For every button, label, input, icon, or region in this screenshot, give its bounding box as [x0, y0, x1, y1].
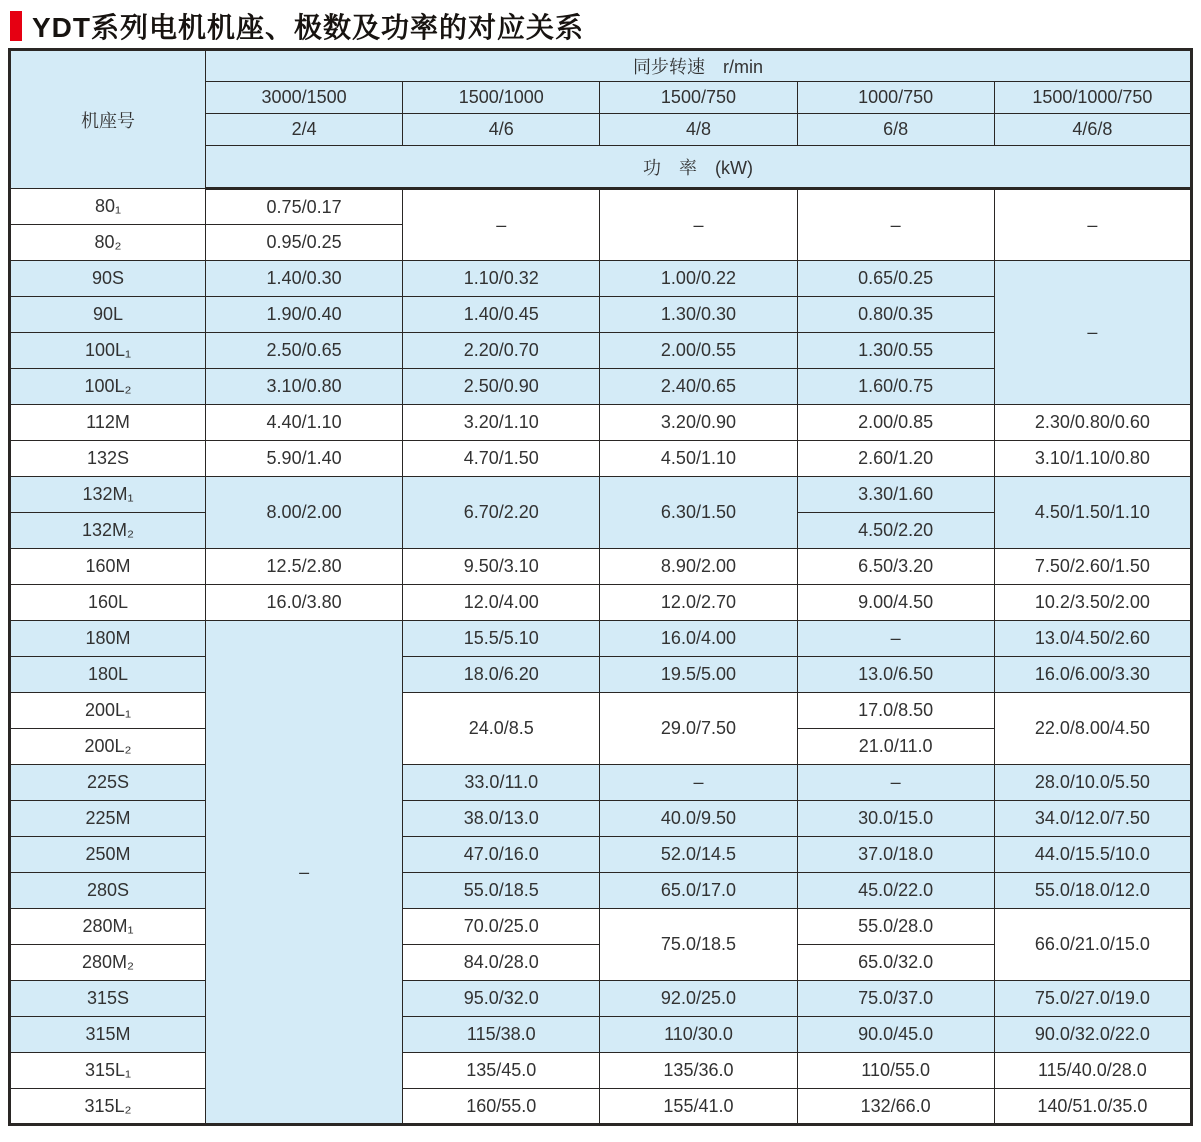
power-cell: 2.60/1.20: [797, 441, 994, 477]
power-cell: –: [600, 189, 797, 261]
power-cell: 38.0/13.0: [403, 801, 600, 837]
power-cell: 7.50/2.60/1.50: [994, 549, 1191, 585]
power-cell: 4.50/2.20: [797, 513, 994, 549]
table-row: [10, 1017, 1192, 1053]
power-cell: 0.75/0.17: [206, 189, 403, 225]
power-cell: 2.40/0.65: [600, 369, 797, 405]
power-cell: 47.0/16.0: [403, 837, 600, 873]
table-row: [10, 621, 1192, 657]
power-cell: 3.10/1.10/0.80: [994, 441, 1191, 477]
power-cell: 75.0/18.5: [600, 909, 797, 981]
table-row: [10, 1089, 1192, 1125]
power-cell: 10.2/3.50/2.00: [994, 585, 1191, 621]
frame-cell: 132M₂: [10, 513, 206, 549]
power-cell: 28.0/10.0/5.50: [994, 765, 1191, 801]
table-row: [10, 765, 1192, 801]
frame-cell: 315L₂: [10, 1089, 206, 1125]
power-cell: 135/45.0: [403, 1053, 600, 1089]
power-cell: 40.0/9.50: [600, 801, 797, 837]
frame-cell: 180L: [10, 657, 206, 693]
frame-cell: 90L: [10, 297, 206, 333]
power-cell: 24.0/8.5: [403, 693, 600, 765]
power-cell: 4.70/1.50: [403, 441, 600, 477]
speed-header-6-8: 1000/750: [797, 82, 994, 114]
power-cell: –: [797, 621, 994, 657]
power-cell: 13.0/6.50: [797, 657, 994, 693]
power-cell: 12.0/4.00: [403, 585, 600, 621]
pole-header-6-8: 6/8: [797, 114, 994, 146]
power-cell: 155/41.0: [600, 1089, 797, 1125]
table-row: [10, 837, 1192, 873]
power-cell: –: [797, 765, 994, 801]
page-title: YDT系列电机机座、极数及功率的对应关系: [32, 11, 585, 43]
frame-cell: 100L₂: [10, 369, 206, 405]
power-cell: –: [797, 189, 994, 261]
power-cell: 70.0/25.0: [403, 909, 600, 945]
power-cell: –: [206, 621, 403, 1125]
power-cell: 12.5/2.80: [206, 549, 403, 585]
frame-cell: 100L₁: [10, 333, 206, 369]
page-header: [0, 0, 1201, 44]
power-cell: 15.5/5.10: [403, 621, 600, 657]
spec-table: [8, 48, 1193, 1126]
frame-cell: 160L: [10, 585, 206, 621]
frame-cell: 200L₁: [10, 693, 206, 729]
pole-header-4-6-8: 4/6/8: [994, 114, 1191, 146]
power-cell: –: [994, 261, 1191, 405]
title-accent-bar: [10, 11, 22, 41]
frame-cell: 280S: [10, 873, 206, 909]
power-title-header: 功 率 (kW): [206, 146, 1192, 189]
power-cell: 2.50/0.65: [206, 333, 403, 369]
power-cell: 16.0/4.00: [600, 621, 797, 657]
power-cell: 8.90/2.00: [600, 549, 797, 585]
pole-header-2-4: 2/4: [206, 114, 403, 146]
frame-cell: 80₂: [10, 225, 206, 261]
power-cell: 90.0/45.0: [797, 1017, 994, 1053]
table-row: [10, 1053, 1192, 1089]
power-cell: 21.0/11.0: [797, 729, 994, 765]
power-cell: 13.0/4.50/2.60: [994, 621, 1191, 657]
frame-cell: 160M: [10, 549, 206, 585]
frame-cell: 200L₂: [10, 729, 206, 765]
power-cell: 55.0/18.5: [403, 873, 600, 909]
speed-header-2-4: 3000/1500: [206, 82, 403, 114]
speed-header-4-6-8: 1500/1000/750: [994, 82, 1191, 114]
power-cell: 17.0/8.50: [797, 693, 994, 729]
table-row: [10, 477, 1192, 513]
power-cell: 45.0/22.0: [797, 873, 994, 909]
table-row: [10, 981, 1192, 1017]
power-cell: 30.0/15.0: [797, 801, 994, 837]
power-cell: 66.0/21.0/15.0: [994, 909, 1191, 981]
power-cell: –: [994, 189, 1191, 261]
frame-cell: 315M: [10, 1017, 206, 1053]
power-cell: 140/51.0/35.0: [994, 1089, 1191, 1125]
table-row: [10, 261, 1192, 297]
table-row: [10, 693, 1192, 729]
power-cell: –: [403, 189, 600, 261]
power-cell: 2.50/0.90: [403, 369, 600, 405]
pole-header-4-6: 4/6: [403, 114, 600, 146]
power-cell: 110/55.0: [797, 1053, 994, 1089]
power-cell: 2.20/0.70: [403, 333, 600, 369]
power-cell: 16.0/3.80: [206, 585, 403, 621]
table-row: [10, 585, 1192, 621]
table-header: [10, 50, 1192, 189]
power-cell: 18.0/6.20: [403, 657, 600, 693]
table-body: [10, 189, 1192, 1125]
power-cell: 8.00/2.00: [206, 477, 403, 549]
frame-cell: 80₁: [10, 189, 206, 225]
power-cell: –: [600, 765, 797, 801]
power-cell: 1.40/0.45: [403, 297, 600, 333]
power-cell: 3.20/1.10: [403, 405, 600, 441]
power-cell: 16.0/6.00/3.30: [994, 657, 1191, 693]
frame-cell: 180M: [10, 621, 206, 657]
power-cell: 52.0/14.5: [600, 837, 797, 873]
frame-cell: 132M₁: [10, 477, 206, 513]
frame-cell: 225M: [10, 801, 206, 837]
power-cell: 5.90/1.40: [206, 441, 403, 477]
power-cell: 55.0/28.0: [797, 909, 994, 945]
frame-cell: 132S: [10, 441, 206, 477]
power-cell: 2.30/0.80/0.60: [994, 405, 1191, 441]
frame-cell: 225S: [10, 765, 206, 801]
power-cell: 0.65/0.25: [797, 261, 994, 297]
power-cell: 3.30/1.60: [797, 477, 994, 513]
power-cell: 0.95/0.25: [206, 225, 403, 261]
frame-cell: 250M: [10, 837, 206, 873]
power-cell: 65.0/17.0: [600, 873, 797, 909]
power-cell: 6.50/3.20: [797, 549, 994, 585]
power-cell: 22.0/8.00/4.50: [994, 693, 1191, 765]
table-row: [10, 189, 1192, 225]
power-cell: 4.50/1.10: [600, 441, 797, 477]
power-cell: 1.00/0.22: [600, 261, 797, 297]
power-cell: 160/55.0: [403, 1089, 600, 1125]
power-cell: 19.5/5.00: [600, 657, 797, 693]
frame-cell: 90S: [10, 261, 206, 297]
power-cell: 1.60/0.75: [797, 369, 994, 405]
power-cell: 1.30/0.30: [600, 297, 797, 333]
power-cell: 2.00/0.85: [797, 405, 994, 441]
power-cell: 37.0/18.0: [797, 837, 994, 873]
pole-header-4-8: 4/8: [600, 114, 797, 146]
power-cell: 2.00/0.55: [600, 333, 797, 369]
power-cell: 92.0/25.0: [600, 981, 797, 1017]
frame-cell: 280M₂: [10, 945, 206, 981]
power-cell: 75.0/27.0/19.0: [994, 981, 1191, 1017]
power-cell: 1.10/0.32: [403, 261, 600, 297]
power-cell: 90.0/32.0/22.0: [994, 1017, 1191, 1053]
power-cell: 1.40/0.30: [206, 261, 403, 297]
power-cell: 34.0/12.0/7.50: [994, 801, 1191, 837]
power-cell: 3.20/0.90: [600, 405, 797, 441]
table-row: [10, 405, 1192, 441]
power-cell: 6.30/1.50: [600, 477, 797, 549]
frame-cell: 315S: [10, 981, 206, 1017]
power-cell: 65.0/32.0: [797, 945, 994, 981]
power-cell: 115/40.0/28.0: [994, 1053, 1191, 1089]
frame-cell: 280M₁: [10, 909, 206, 945]
power-cell: 9.00/4.50: [797, 585, 994, 621]
power-cell: 33.0/11.0: [403, 765, 600, 801]
speed-title-header: 同步转速 r/min: [206, 50, 1192, 82]
table-row: [10, 801, 1192, 837]
speed-header-4-6: 1500/1000: [403, 82, 600, 114]
power-cell: 3.10/0.80: [206, 369, 403, 405]
power-cell: 9.50/3.10: [403, 549, 600, 585]
table-row: [10, 657, 1192, 693]
power-cell: 115/38.0: [403, 1017, 600, 1053]
frame-cell: 315L₁: [10, 1053, 206, 1089]
power-cell: 55.0/18.0/12.0: [994, 873, 1191, 909]
power-cell: 6.70/2.20: [403, 477, 600, 549]
power-cell: 135/36.0: [600, 1053, 797, 1089]
table-row: [10, 909, 1192, 945]
power-cell: 132/66.0: [797, 1089, 994, 1125]
table-row: [10, 441, 1192, 477]
power-cell: 110/30.0: [600, 1017, 797, 1053]
power-cell: 84.0/28.0: [403, 945, 600, 981]
power-cell: 95.0/32.0: [403, 981, 600, 1017]
power-cell: 1.90/0.40: [206, 297, 403, 333]
table-row: [10, 873, 1192, 909]
table-row: [10, 549, 1192, 585]
frame-column-header: 机座号: [10, 50, 206, 189]
power-cell: 44.0/15.5/10.0: [994, 837, 1191, 873]
speed-title-row: [10, 50, 1192, 82]
frame-cell: 112M: [10, 405, 206, 441]
power-cell: 1.30/0.55: [797, 333, 994, 369]
power-cell: 0.80/0.35: [797, 297, 994, 333]
power-cell: 75.0/37.0: [797, 981, 994, 1017]
power-cell: 4.50/1.50/1.10: [994, 477, 1191, 549]
power-cell: 29.0/7.50: [600, 693, 797, 765]
power-cell: 4.40/1.10: [206, 405, 403, 441]
speed-header-4-8: 1500/750: [600, 82, 797, 114]
power-cell: 12.0/2.70: [600, 585, 797, 621]
